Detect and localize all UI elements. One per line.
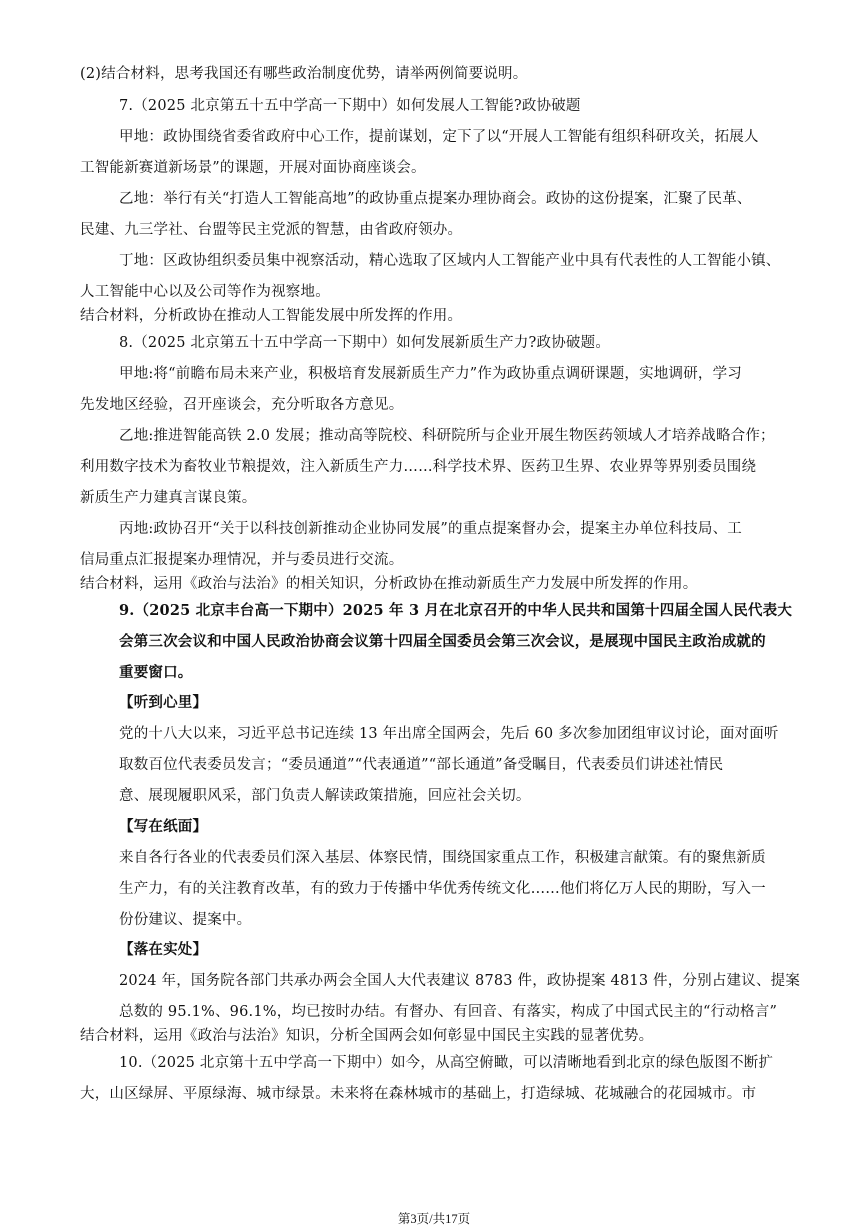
question-9-stem: 9.（2025 北京丰台高一下期中）2025 年 3 月在北京召开的中华人民共和国第十四届全国人民代表大 xyxy=(119,602,793,619)
text-line: 结合材料，分析政协在推动人工智能发展中所发挥的作用。 xyxy=(80,308,463,324)
text-line: 人工智能中心以及公司等作为视察地。 xyxy=(80,284,330,300)
text-line: 先发地区经验，召开座谈会，充分听取各方意见。 xyxy=(80,397,404,413)
text-line: 乙地：举行有关“打造人工智能高地”的政协重点提案办理协商会。政协的这份提案，汇聚了民革、 xyxy=(119,191,752,207)
text-line: 总数的 95.1%、96.1%，均已按时办结。有督办、有回音、有落实，构成了中国式民主的“行动格言” xyxy=(119,1004,778,1020)
question-10-stem: 10.（2025 北京第十五中学高一下期中）如今，从高空俯瞰，可以清晰地看到北京的绿色版图不断扩 xyxy=(119,1055,774,1071)
text-line: 取数百位代表委员发言；“委员通道”“代表通道”“部长通道”备受瞩目，代表委员们讲述社情民 xyxy=(119,757,724,773)
text-line: 会第三次会议和中国人民政治协商会议第十四届全国委员会第三次会议，是展现中国民主政治成就的 xyxy=(119,633,766,650)
text-line: 甲地:将“前瞻布局未来产业，积极培育发展新质生产力”作为政协重点调研课题，实地调研，学习 xyxy=(119,366,743,382)
text-line: 重要窗口。 xyxy=(119,664,193,681)
page-number-footer: 第3页/共17页 xyxy=(397,1212,471,1226)
question-7-stem: 7.（2025 北京第五十五中学高一下期中）如何发展人工智能?政协破题 xyxy=(119,98,581,114)
text-line: 党的十八大以来，习近平总书记连续 13 年出席全国两会，先后 60 多次参加团组审议讨论，面对面听 xyxy=(119,726,779,742)
text-line: 利用数字技术为畜牧业节粮提效，注入新质生产力……科学技术界、医药卫生界、农业界等界别委员围绕 xyxy=(80,459,757,475)
text-line: 信局重点汇报提案办理情况，并与委员进行交流。 xyxy=(80,552,404,568)
text-line: 结合材料，运用《政治与法治》的相关知识，分析政协在推动新质生产力发展中所发挥的作用。 xyxy=(80,576,698,592)
text-line: 来自各行各业的代表委员们深入基层、体察民情，围绕国家重点工作，积极建言献策。有的聚焦新质 xyxy=(119,850,766,866)
text-line: 甲地：政协围绕省委省政府中心工作，提前谋划，定下了以“开展人工智能有组织科研攻关，拓展人 xyxy=(119,129,759,145)
text-line: 工智能新赛道新场景”的课题，开展对面协商座谈会。 xyxy=(80,160,426,176)
text-line: 民建、九三学社、台盟等民主党派的智慧，由省政府领办。 xyxy=(80,222,463,238)
text-line: 丁地：区政协组织委员集中视察活动，精心选取了区域内人工智能产业中具有代表性的人工智能小镇、 xyxy=(119,253,781,269)
text-line: 意、展现履职风采，部门负责人解读政策措施，回应社会关切。 xyxy=(119,788,531,804)
text-line: 份份建议、提案中。 xyxy=(119,912,252,928)
text-line: (2)结合材料，思考我国还有哪些政治制度优势，请举两例简要说明。 xyxy=(80,66,528,82)
section-heading: 【写在纸面】 xyxy=(119,818,208,835)
text-line: 新质生产力建真言谋良策。 xyxy=(80,490,257,506)
text-line: 生产力，有的关注教育改革，有的致力于传播中华优秀传统文化……他们将亿万人民的期盼，写入一 xyxy=(119,881,766,897)
text-line: 大，山区绿屏、平原绿海、城市绿景。未来将在森林城市的基础上，打造绿城、花城融合的花园城市。市 xyxy=(80,1086,757,1102)
section-heading: 【落在实处】 xyxy=(119,941,208,958)
text-line: 丙地:政协召开“关于以科技创新推动企业协同发展”的重点提案督办会，提案主办单位科技局、工 xyxy=(119,521,743,537)
text-line: 结合材料，运用《政治与法治》知识，分析全国两会如何彰显中国民主实践的显著优势。 xyxy=(80,1028,654,1044)
section-heading: 【听到心里】 xyxy=(119,694,208,711)
text-line: 2024 年，国务院各部门共承办两会全国人大代表建议 8783 件，政协提案 4813 件，分别占建议、提案 xyxy=(119,973,801,989)
question-8-stem: 8.（2025 北京第五十五中学高一下期中）如何发展新质生产力?政协破题。 xyxy=(119,335,611,351)
text-line: 乙地:推进智能高铁 2.0 发展；推动高等院校、科研院所与企业开展生物医药领域人才培养战略合作； xyxy=(119,428,775,444)
